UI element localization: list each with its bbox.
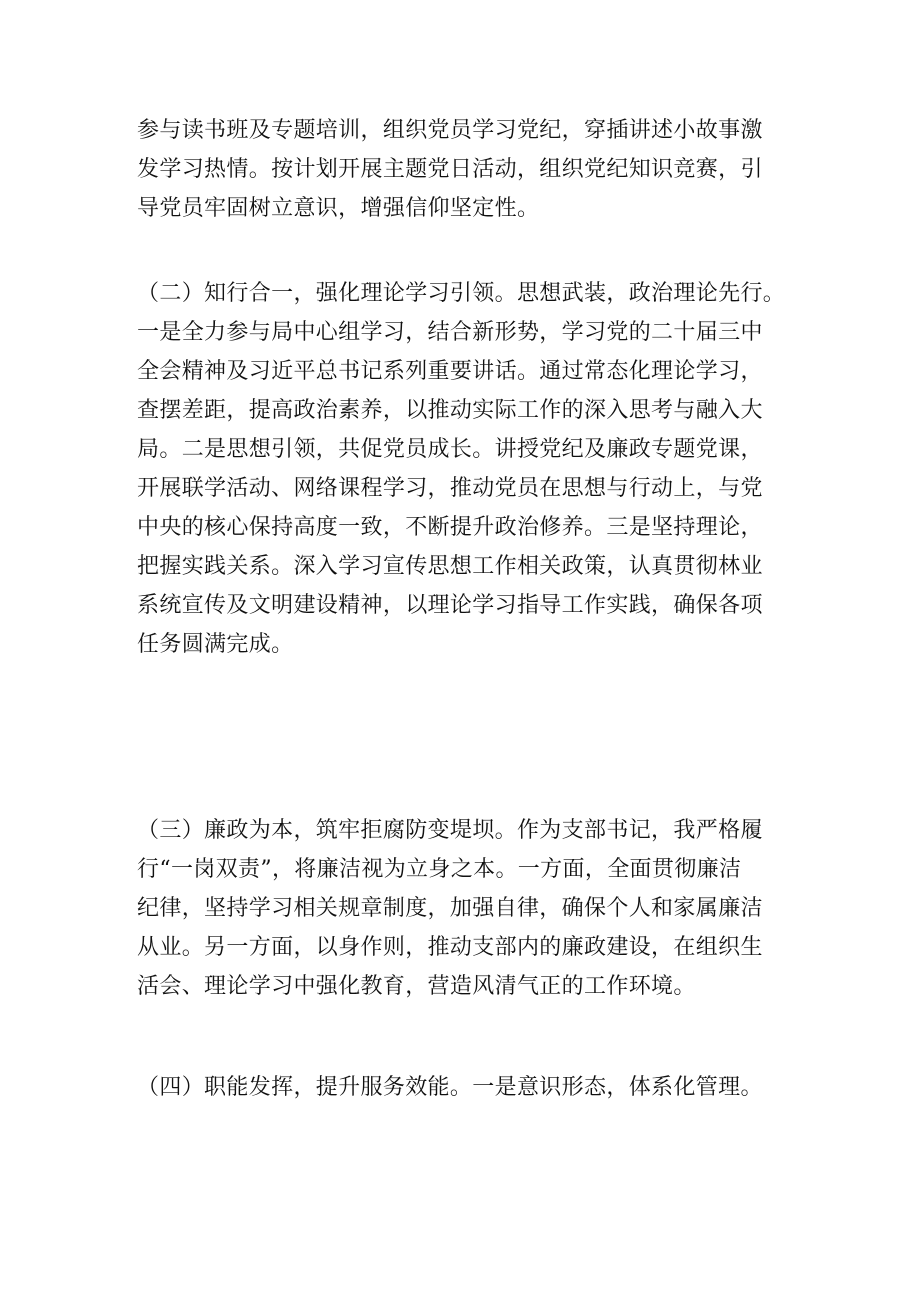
text-line: 从业。另一方面，以身作则，推动支部内的廉政建设，在组织生 <box>137 935 763 960</box>
text-line: 活会、理论学习中强化教育，营造风清气正的工作环境。 <box>137 974 696 999</box>
paragraph-service-efficiency <box>137 1068 787 1107</box>
text-line: 导党员牢固树立意识，增强信仰坚定性。 <box>137 196 540 221</box>
text-line: 系统宣传及文明建设精神，以理论学习指导工作实践，确保各项 <box>137 593 763 618</box>
text-line: （二）知行合一，强化理论学习引领。思想武装，政治理论先行。 <box>137 281 786 306</box>
text-line: 查摆差距，提高政治素养，以推动实际工作的深入思考与融入大 <box>137 398 763 423</box>
text-line: 把握实践关系。深入学习宣传思想工作相关政策，认真贯彻林业 <box>137 554 763 579</box>
text-line: 局。二是思想引领，共促党员成长。讲授党纪及廉政专题党课， <box>137 437 763 462</box>
paragraph-theory-study <box>137 274 787 664</box>
text-line: 纪律，坚持学习相关规章制度，加强自律，确保个人和家属廉洁 <box>137 896 763 921</box>
text-line: 行“一岗双责”，将廉洁视为立身之本。一方面，全面贯彻廉洁 <box>137 857 742 882</box>
paragraph-integrity <box>137 811 787 1006</box>
text-line: 任务圆满完成。 <box>137 632 294 657</box>
paragraph-party-discipline-study <box>137 111 787 228</box>
text-line: （四）职能发挥，提升服务效能。一是意识形态，体系化管理。 <box>137 1075 763 1100</box>
text-line: 开展联学活动、网络课程学习，推动党员在思想与行动上，与党 <box>137 476 763 501</box>
text-line: 发学习热情。按计划开展主题党日活动，组织党纪知识竞赛，引 <box>137 157 763 182</box>
text-line: 参与读书班及专题培训，组织党员学习党纪，穿插讲述小故事激 <box>137 118 763 143</box>
text-line: 中央的核心保持高度一致，不断提升政治修养。三是坚持理论， <box>137 515 763 540</box>
text-line: （三）廉政为本，筑牢拒腐防变堤坝。作为支部书记，我严格履 <box>137 818 763 843</box>
text-line: 一是全力参与局中心组学习，结合新形势，学习党的二十届三中 <box>137 320 763 345</box>
text-line: 全会精神及习近平总书记系列重要讲话。通过常态化理论学习， <box>137 359 763 384</box>
